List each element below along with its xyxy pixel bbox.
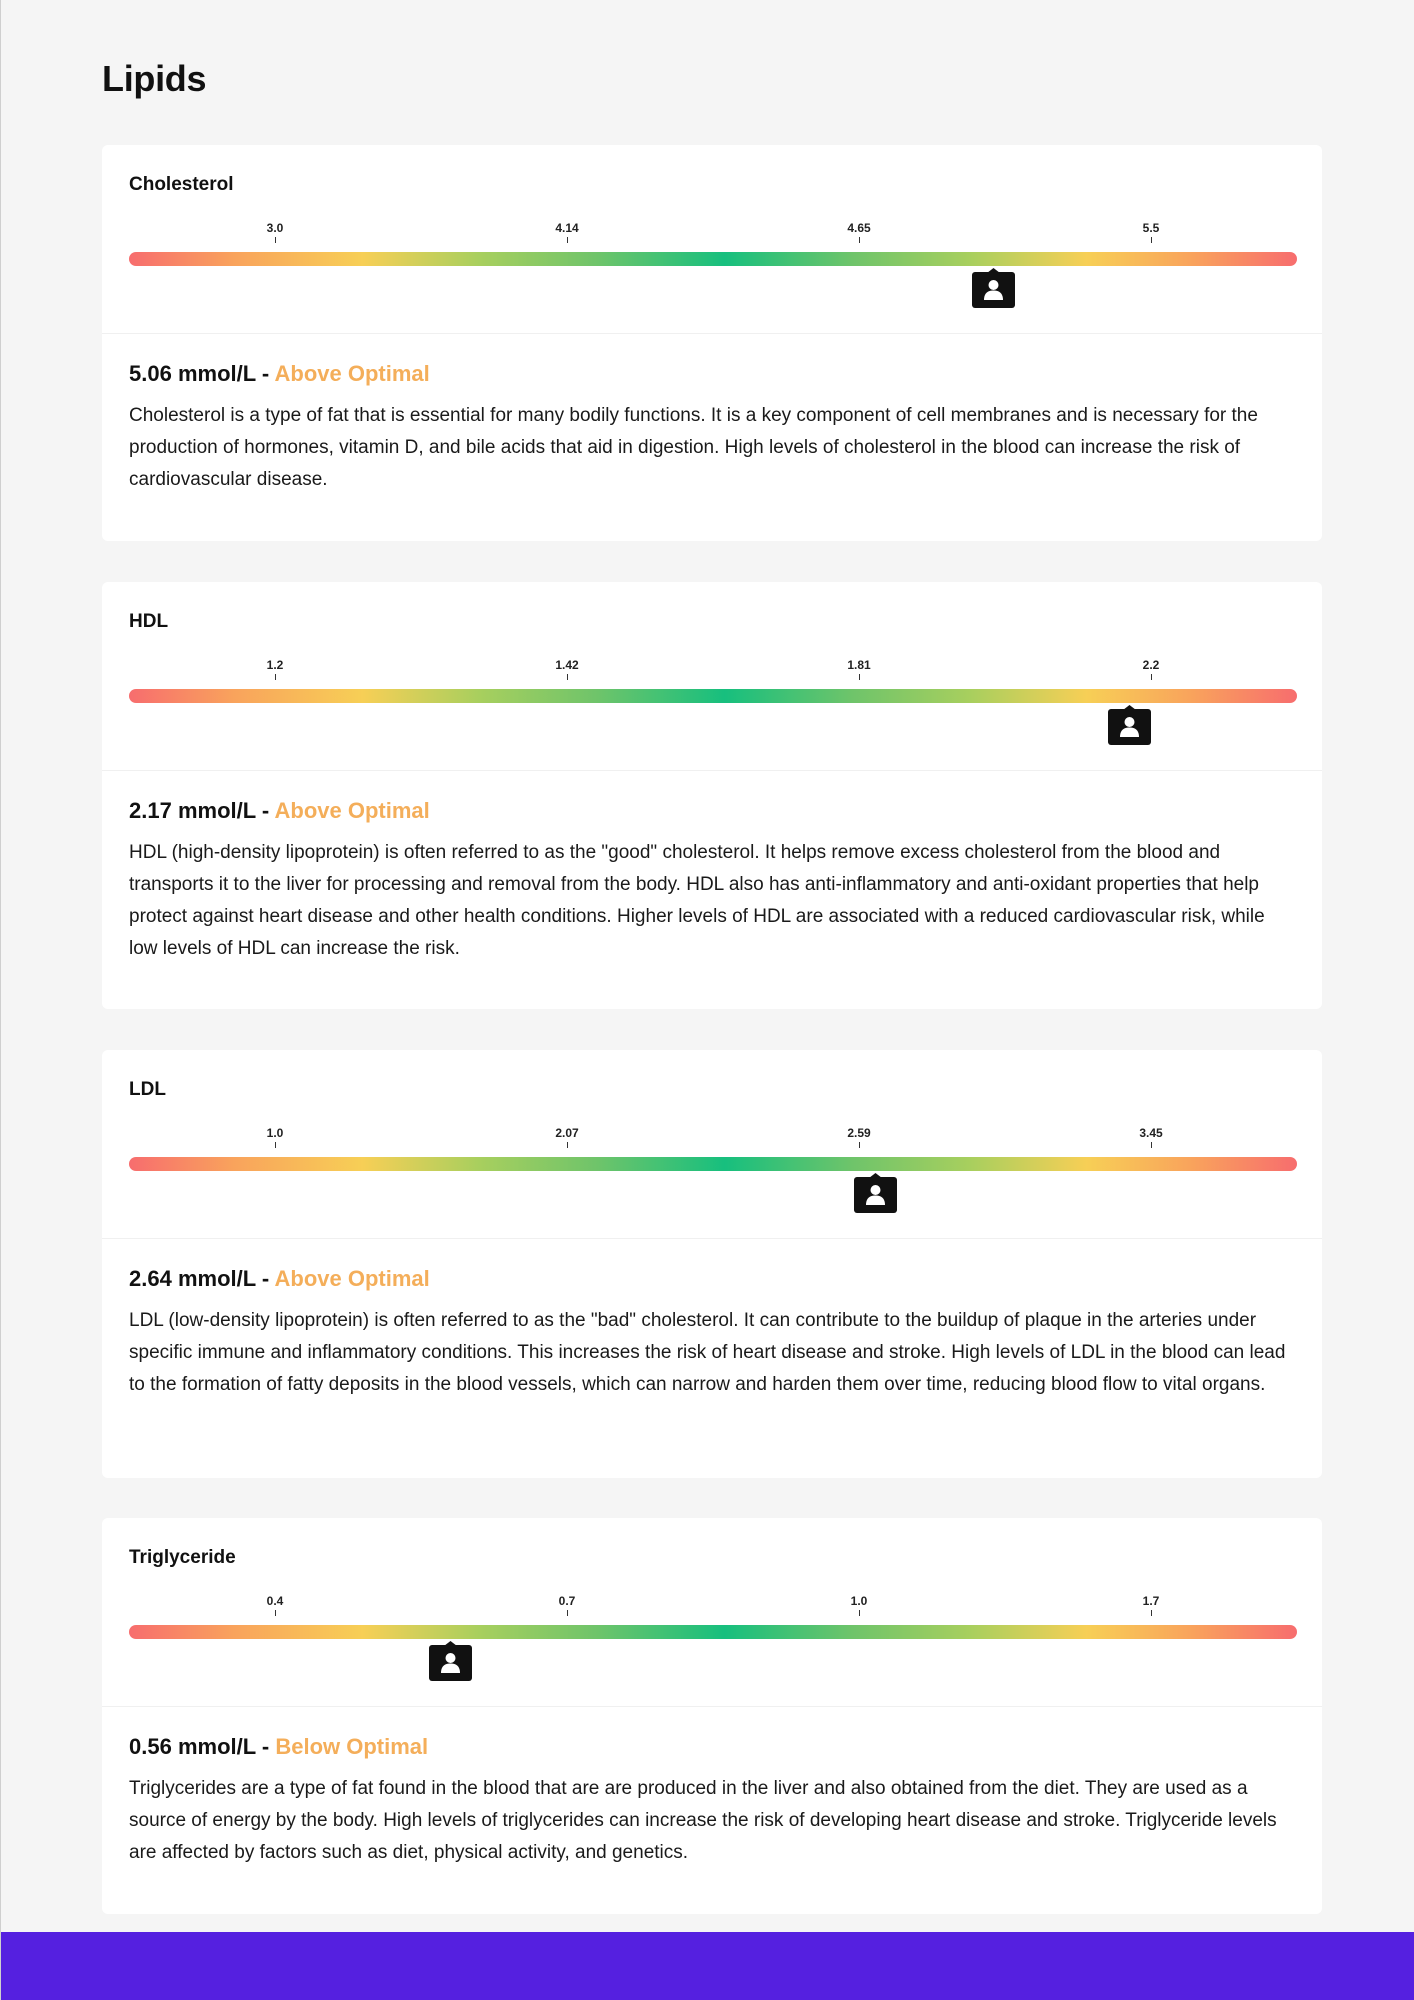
range-tick xyxy=(829,1594,889,1616)
tick-mark xyxy=(567,674,568,680)
range-tick xyxy=(829,658,889,680)
tick-label: 2.59 xyxy=(847,1126,871,1140)
range-tick xyxy=(537,1594,597,1616)
range-bar xyxy=(129,1625,1297,1639)
range-section xyxy=(102,145,1322,334)
range-section xyxy=(102,1518,1322,1707)
status-label: Above Optimal xyxy=(274,1266,430,1291)
tick-label: 4.14 xyxy=(555,221,579,235)
tick-label: 1.2 xyxy=(266,658,284,672)
user-badge-icon xyxy=(428,1640,473,1682)
biomarker-card-hdl xyxy=(102,582,1322,1009)
range-bar xyxy=(129,689,1297,703)
result-value: 5.06 xyxy=(129,361,172,386)
tick-mark xyxy=(859,237,860,243)
tick-mark xyxy=(1151,674,1152,680)
range-tick xyxy=(829,1126,889,1148)
range-tick xyxy=(245,1126,305,1148)
result-line xyxy=(129,797,1295,825)
tick-mark xyxy=(1151,237,1152,243)
tick-label: 2.07 xyxy=(555,1126,579,1140)
result-value: 2.17 xyxy=(129,798,172,823)
tick-label: 1.0 xyxy=(850,1594,868,1608)
biomarker-description: HDL (high-density lipoprotein) is often referred to as the "good" cholesterol. It helps remove excess cholesterol from the blood and transports it to the liver for processing and removal from the body. HDL also has anti-inflammatory and anti-oxidant properties that help protect against heart disease and other health conditions. Higher levels of HDL are associated with a reduced cardiovascular risk, while low levels of HDL can increase the risk. xyxy=(129,842,1265,959)
range-bar xyxy=(129,252,1297,266)
tick-label: 3.0 xyxy=(266,221,284,235)
tick-label: 1.42 xyxy=(555,658,579,672)
range-bar xyxy=(129,1157,1297,1171)
range-section xyxy=(102,582,1322,771)
user-badge-icon xyxy=(853,1172,898,1214)
biomarker-card-ldl xyxy=(102,1050,1322,1478)
tick-mark xyxy=(275,237,276,243)
result-unit: mmol/L xyxy=(177,798,256,823)
range-section xyxy=(102,1050,1322,1239)
result-value: 2.64 xyxy=(129,1266,172,1291)
status-label: Above Optimal xyxy=(274,798,430,823)
biomarker-name: Cholesterol xyxy=(129,174,234,195)
footer-bar xyxy=(1,1932,1414,2000)
biomarker-card-triglyceride xyxy=(102,1518,1322,1914)
range-scale xyxy=(129,1126,1297,1171)
result-separator: - xyxy=(261,361,270,386)
range-tick xyxy=(1121,1126,1181,1148)
biomarker-description: Triglycerides are a type of fat found in the blood that are are produced in the liver and also obtained from the diet. They are used as a source of energy by the body. High levels of triglycerides can increase the risk of developing heart disease and stroke. Triglyceride levels are affected by factors such as diet, physical activity, and genetics. xyxy=(129,1778,1277,1863)
user-badge-icon xyxy=(971,267,1016,309)
result-separator: - xyxy=(261,1266,270,1291)
biomarker-name: Triglyceride xyxy=(129,1547,236,1568)
biomarker-card-cholesterol xyxy=(102,145,1322,541)
result-separator: - xyxy=(261,1734,270,1759)
biomarker-name: HDL xyxy=(129,611,169,632)
result-line xyxy=(129,1265,1295,1293)
range-tick xyxy=(245,221,305,243)
page-title: Lipids xyxy=(102,58,207,99)
tick-label: 5.5 xyxy=(1142,221,1160,235)
tick-label: 4.65 xyxy=(847,221,871,235)
result-unit: mmol/L xyxy=(177,1266,256,1291)
tick-mark xyxy=(275,1142,276,1148)
range-tick xyxy=(245,1594,305,1616)
tick-mark xyxy=(1151,1142,1152,1148)
tick-mark xyxy=(275,1610,276,1616)
biomarker-description: LDL (low-density lipoprotein) is often referred to as the "bad" cholesterol. It can contribute to the buildup of plaque in the arteries under specific immune and inflammatory conditions. This increases the risk of heart disease and stroke. High levels of LDL in the blood can lead to the formation of fatty deposits in the blood vessels, which can narrow and harden them over time, reducing blood flow to vital organs. xyxy=(129,1310,1286,1395)
result-separator: - xyxy=(261,798,270,823)
tick-label: 0.4 xyxy=(266,1594,284,1608)
result-line xyxy=(129,360,1295,388)
range-tick xyxy=(537,221,597,243)
range-tick xyxy=(1121,221,1181,243)
result-section xyxy=(102,1239,1322,1401)
result-unit: mmol/L xyxy=(177,361,256,386)
range-tick xyxy=(1121,658,1181,680)
range-tick xyxy=(829,221,889,243)
result-line xyxy=(129,1733,1295,1761)
status-label: Above Optimal xyxy=(274,361,430,386)
tick-label: 3.45 xyxy=(1139,1126,1163,1140)
tick-label: 1.0 xyxy=(266,1126,284,1140)
range-tick xyxy=(537,658,597,680)
user-badge-icon xyxy=(1107,704,1152,746)
range-tick xyxy=(245,658,305,680)
range-tick xyxy=(537,1126,597,1148)
tick-label: 1.81 xyxy=(847,658,871,672)
result-section xyxy=(102,1707,1322,1869)
range-scale xyxy=(129,221,1297,266)
tick-label: 1.7 xyxy=(1142,1594,1160,1608)
biomarker-description: Cholesterol is a type of fat that is essential for many bodily functions. It is a key component of cell membranes and is necessary for the production of hormones, vitamin D, and bile acids that aid in digestion. High levels of cholesterol in the blood can increase the risk of cardiovascular disease. xyxy=(129,405,1258,490)
status-label: Below Optimal xyxy=(275,1734,429,1759)
result-unit: mmol/L xyxy=(177,1734,256,1759)
tick-mark xyxy=(859,674,860,680)
tick-mark xyxy=(567,1142,568,1148)
tick-mark xyxy=(859,1142,860,1148)
tick-mark xyxy=(859,1610,860,1616)
tick-mark xyxy=(567,1610,568,1616)
tick-mark xyxy=(275,674,276,680)
result-section xyxy=(102,771,1322,965)
range-scale xyxy=(129,1594,1297,1639)
tick-mark xyxy=(567,237,568,243)
tick-label: 2.2 xyxy=(1142,658,1160,672)
range-scale xyxy=(129,658,1297,703)
tick-label: 0.7 xyxy=(558,1594,576,1608)
result-value: 0.56 xyxy=(129,1734,172,1759)
tick-mark xyxy=(1151,1610,1152,1616)
result-section xyxy=(102,334,1322,496)
range-tick xyxy=(1121,1594,1181,1616)
biomarker-name: LDL xyxy=(129,1079,166,1100)
